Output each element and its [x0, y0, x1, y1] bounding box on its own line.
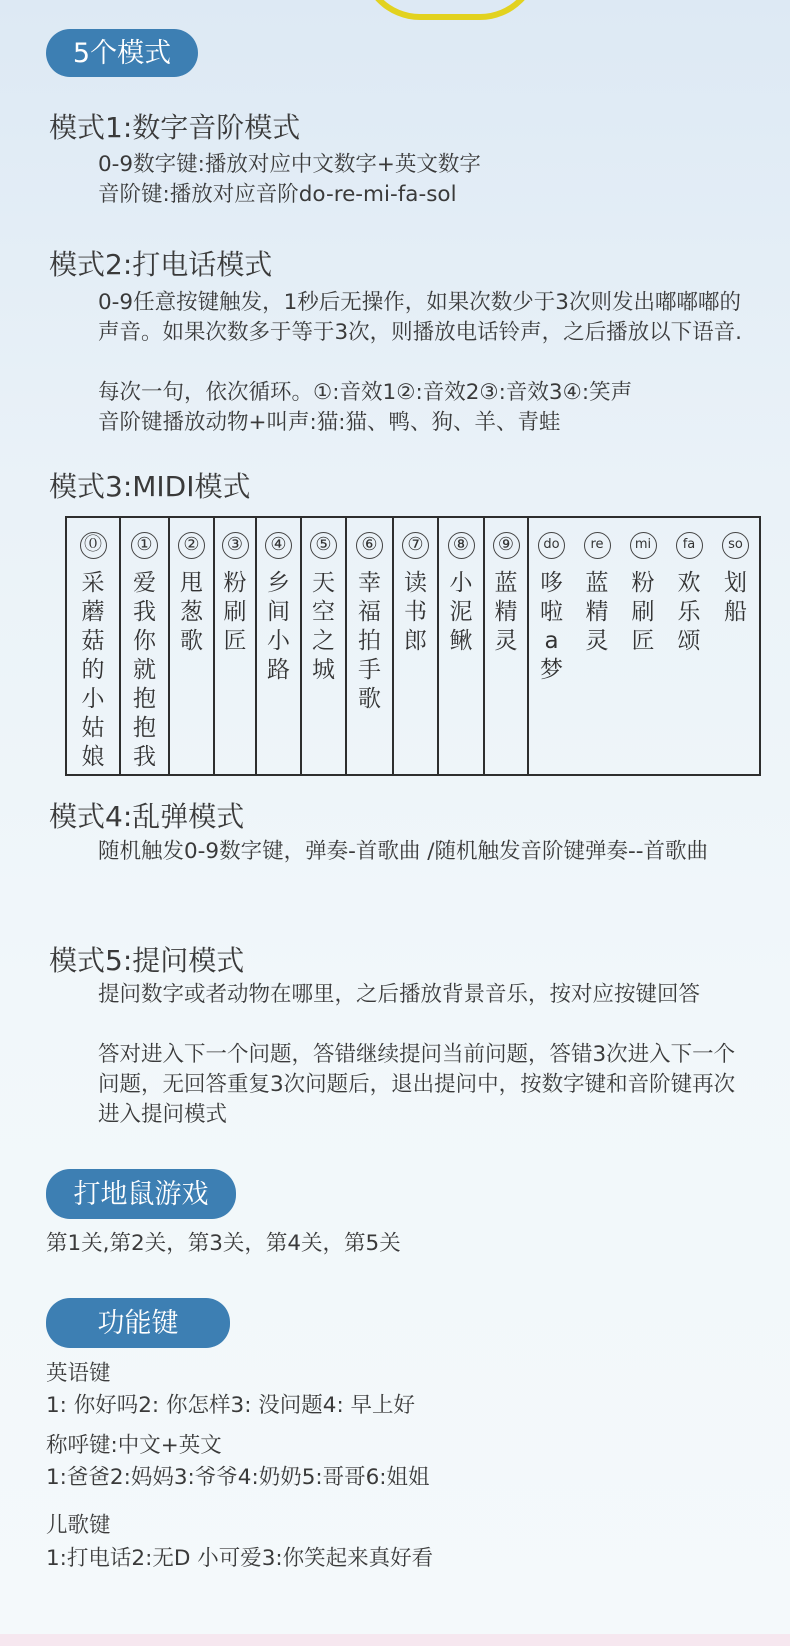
mode4-title: 模式4:乱弹模式 [49, 800, 245, 833]
midi-cell-2 [169, 517, 214, 775]
function-keys-badge-label: 功能键 [97, 1307, 179, 1339]
midi-song-1: 爱我你就抱抱我 [133, 570, 156, 770]
address-key-items: 1:爸爸2:妈妈3:爷爷4:奶奶5:哥哥6:姐姐 [46, 1465, 430, 1490]
mode5-line-1: 提问数字或者动物在哪里，之后播放背景音乐，按对应按键回答 [98, 982, 701, 1007]
midi-cell-1 [120, 517, 169, 775]
rhyme-key-label: 儿歌键 [46, 1513, 111, 1538]
mode1-title: 模式1:数字音阶模式 [49, 111, 301, 144]
midi-cell-mi [620, 517, 666, 775]
mode1-line-2: 音阶键:播放对应音阶do-re-mi-fa-sol [98, 182, 457, 207]
midi-song-3: 粉刷匠 [223, 570, 247, 654]
midi-cell-3 [214, 517, 256, 775]
midi-key-4: ④ [265, 532, 292, 559]
midi-cell-6 [346, 517, 393, 775]
whack-badge-label: 打地鼠游戏 [73, 1178, 209, 1210]
whack-badge [46, 1169, 236, 1219]
midi-key-5: ⑤ [310, 532, 337, 559]
mode2-line-1: 0-9任意按键触发，1秒后无操作，如果次数少于3次则发出嘟嘟嘟的声音。如果次数多于等于3次，则播放电话铃声，之后播放以下语音. [98, 290, 743, 345]
midi-cell-9 [484, 517, 528, 775]
midi-cell-4 [256, 517, 301, 775]
midi-cell-5 [301, 517, 346, 775]
mode1-line-1: 0-9数字键:播放对应中文数字+英文数字 [98, 152, 481, 177]
midi-key-mi: mi [630, 532, 657, 559]
mode2-line-3: 音阶键播放动物+叫声:猫:猫、鸭、狗、羊、青蛙 [98, 410, 561, 435]
mode3-title: 模式3:MIDI模式 [49, 470, 251, 503]
midi-key-8: ⑧ [448, 532, 475, 559]
midi-song-2: 甩葱歌 [180, 570, 203, 654]
mode4-line-1: 随机触发0-9数字键，弹奏-首歌曲 /随机触发音阶键弹奏--首歌曲 [98, 839, 708, 864]
midi-song-8: 小泥鳅 [449, 570, 473, 654]
midi-key-6: ⑥ [356, 532, 383, 559]
midi-cell-so [712, 517, 760, 775]
midi-song-4: 乡间小路 [267, 570, 290, 683]
midi-song-6: 幸福拍手歌 [358, 570, 381, 712]
midi-song-5: 天空之城 [312, 570, 335, 683]
rhyme-key-items: 1:打电话2:无D 小可爱3:你笑起来真好看 [46, 1546, 434, 1571]
midi-key-so: so [722, 532, 749, 559]
midi-song-table [65, 516, 761, 776]
midi-key-do: do [538, 532, 565, 559]
english-key-items: 1: 你好吗2: 你怎样3: 没问题4: 早上好 [46, 1393, 416, 1418]
toy-cord-decoration [360, 0, 540, 20]
midi-song-7: 读书郎 [404, 570, 427, 654]
midi-cell-re [574, 517, 620, 775]
midi-key-fa: fa [676, 532, 703, 559]
midi-key-7: ⑦ [402, 532, 429, 559]
address-key-label: 称呼键:中文+英文 [46, 1433, 222, 1458]
midi-song-mi: 粉刷匠 [631, 570, 655, 654]
whack-levels: 第1关,第2关，第3关，第4关，第5关 [46, 1231, 401, 1256]
midi-song-re: 蓝精灵 [585, 570, 609, 654]
function-keys-badge [46, 1298, 230, 1348]
modes-badge [46, 29, 198, 77]
midi-song-so: 划船 [724, 570, 747, 625]
mode2-title: 模式2:打电话模式 [49, 248, 273, 281]
midi-cell-fa [666, 517, 712, 775]
midi-song-0: 采蘑菇的小姑娘 [81, 570, 105, 770]
english-key-label: 英语键 [46, 1361, 111, 1386]
mode5-title: 模式5:提问模式 [49, 944, 245, 977]
mode2-line-2: 每次一句，依次循环。①:音效1②:音效2③:音效3④:笑声 [98, 380, 633, 405]
bottom-strip [0, 1634, 790, 1646]
midi-key-1: ① [131, 532, 158, 559]
midi-song-do: 哆啦a梦 [540, 570, 563, 683]
midi-key-0: ⓪ [80, 532, 107, 559]
midi-key-3: ③ [222, 532, 249, 559]
midi-cell-0 [66, 517, 120, 775]
midi-song-fa: 欢乐颂 [677, 570, 701, 654]
midi-key-2: ② [178, 532, 205, 559]
midi-song-9: 蓝精灵 [494, 570, 518, 654]
modes-badge-label: 5个模式 [72, 37, 172, 69]
mode5-line-2: 答对进入下一个问题，答错继续提问当前问题，答错3次进入下一个问题，无回答重复3次问题后，退出提问中，按数字键和音阶键再次进入提问模式 [98, 1042, 736, 1127]
midi-cell-7 [393, 517, 438, 775]
midi-key-re: re [584, 532, 611, 559]
midi-cell-do [528, 517, 574, 775]
midi-cell-8 [438, 517, 484, 775]
midi-key-9: ⑨ [493, 532, 520, 559]
